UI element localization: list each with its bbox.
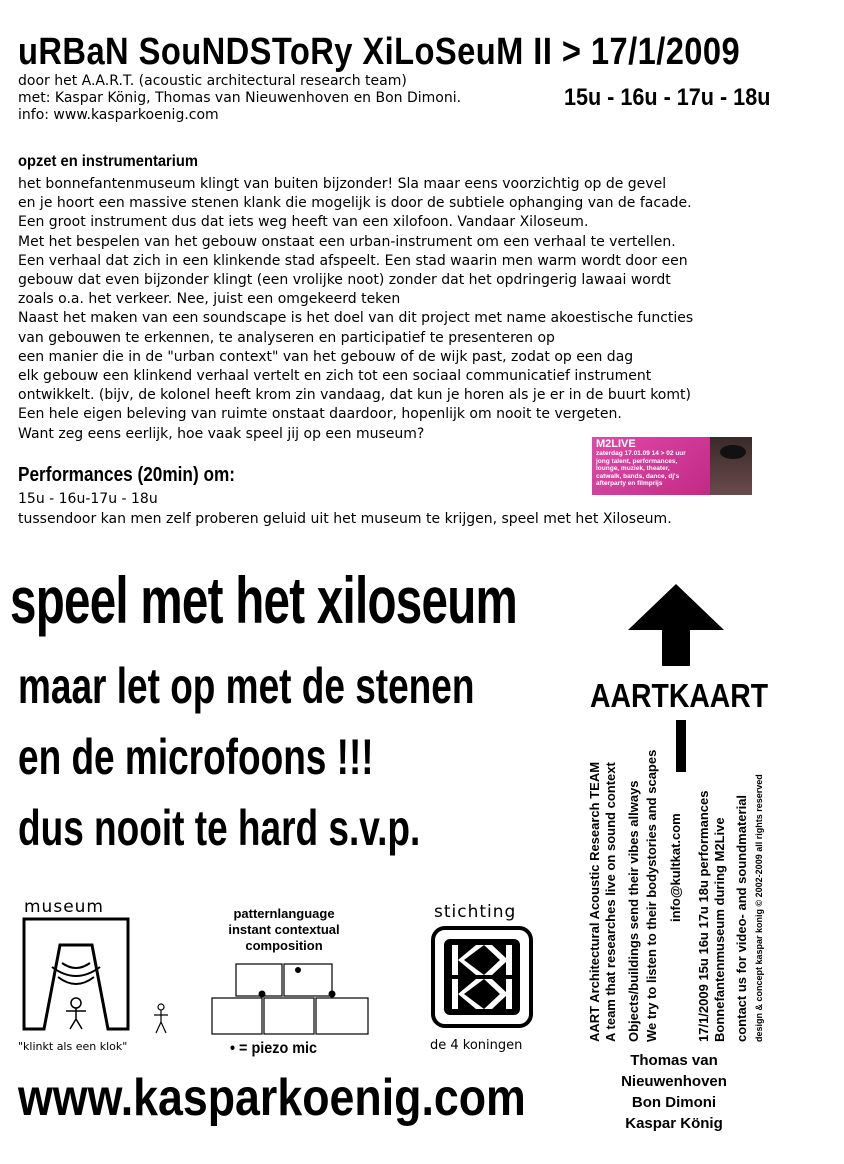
header-line: door het A.A.R.T. (acoustic architectural research team): [18, 73, 407, 89]
aartkaart-label: AARTKAART: [590, 677, 769, 714]
flyer-line: zaterdag 17.01.09 14 > 02 uur: [596, 450, 686, 457]
paragraph-line: Naast het maken van een soundscape is het doel van dit project met name akoestische functies: [18, 310, 694, 327]
credit-line: Thomas van: [630, 1052, 718, 1069]
paragraph-line: en je hoort een massive stenen klank die mogelijk is door de subtiele ophanging van de facade.: [18, 195, 692, 212]
credit-line: Bon Dimoni: [631, 1094, 717, 1111]
paragraph-line: elk gebouw een klinkend verhaal vertelt en zich tot een sociaal communicatief instrument: [18, 368, 652, 385]
website-link[interactable]: www.kasparkoenig.com: [18, 1069, 526, 1127]
person-icon: [152, 1003, 170, 1035]
header-times: 15u - 16u - 17u - 18u: [563, 84, 770, 111]
paragraph-line: Een hele eigen beleving van ruimte onstaat daardoor, hopenlijk om nooit te vergeten.: [18, 406, 622, 423]
flyer-brand: M2LIVE: [596, 438, 636, 450]
museum-caption: "klinkt als een klok": [18, 1040, 128, 1053]
flyer-line: lounge, muziek, theater,: [596, 465, 670, 472]
paragraph-line: van gebouwen te erkennen, te analyseren en participatief te presenteren op: [18, 329, 555, 346]
flyer-line: afterparty en filmprijs: [596, 480, 663, 487]
credit-line: Kaspar König: [625, 1115, 723, 1132]
aart-vertical-line: Objects/buildings send their vibes allways: [626, 780, 641, 1042]
sunglasses-icon: [720, 445, 746, 459]
pattern-language-title: [212, 906, 356, 954]
aart-vertical-line: AART Architectural Acoustic Research TEAM: [587, 761, 602, 1042]
paragraph-line: ontwikkelt. (bijv, de kolonel heeft krom zin vandaag, dat kun je horen als je er in de buurt komt): [18, 387, 691, 404]
section-heading-opzet: opzet en instrumentarium: [18, 153, 198, 170]
piezo-legend: • = piezo mic: [230, 1040, 318, 1057]
slogan-line: en de microfoons !!!: [18, 729, 374, 785]
slogan-big: speel met het xiloseum: [10, 563, 518, 637]
paragraph-line: Een verhaal dat zich in een klinkende stad afspeelt. Een stad waarin men warm wordt door een: [18, 252, 688, 269]
divider-bar: [676, 720, 686, 772]
header-line: info: www.kasparkoenig.com: [18, 107, 219, 123]
header-line: met: Kaspar König, Thomas van Nieuwenhoven en Bon Dimoni.: [18, 90, 462, 106]
paragraph-line: Een groot instrument dus dat iets weg heeft van een xilofoon. Vandaar Xiloseum.: [18, 214, 589, 231]
section-heading-performances: Performances (20min) om:: [18, 464, 235, 486]
vier-koningen-logo-icon: [430, 925, 534, 1029]
performance-times: 15u - 16u-17u - 18u: [18, 491, 158, 507]
flyer-line: jong talent, performances,: [596, 457, 678, 465]
stichting-label: stichting: [434, 902, 517, 922]
slogan-line: maar let op met de stenen: [18, 658, 475, 714]
paragraph-line: een manier die in de "urban context" van het gebouw of de wijk past, zodat op een dag: [18, 348, 634, 365]
credit-line: Nieuwenhoven: [621, 1073, 727, 1090]
paragraph-line: Met het bespelen van het gebouw onstaat een urban-instrument om een verhaal te vertellen.: [18, 233, 676, 250]
flyer-line: catwalk, bands, dance, dj's: [596, 472, 680, 480]
paragraph-line: gebouw dat even bijzonder klingt (een vrolijke noot) zonder dat het opdringerig lawaai wordt: [18, 272, 671, 289]
pattern-blocks-diagram: [210, 962, 372, 1036]
poster-title: uRBaN SouNDSToRy XiLoSeuM II > 17/1/2009: [18, 31, 741, 73]
pattern-sub: instant contextual: [228, 922, 340, 937]
paragraph-line: het bonnefantenmuseum klingt van buiten bijzonder! Sla maar eens voorzichtig op de gevel: [18, 176, 667, 192]
slogan-line: dus nooit te hard s.v.p.: [18, 800, 421, 856]
koningen-label: de 4 koningen: [430, 1038, 523, 1053]
credits-names: [594, 1050, 754, 1134]
pattern-title: patternlanguage: [233, 906, 335, 921]
aart-vertical-line: We try to listen to their bodystories and scapes: [644, 749, 659, 1042]
paragraph-line: zoals o.a. het verkeer. Nee, juist een omgekeerd teken: [18, 291, 401, 308]
aart-email: info@kultkat.com: [668, 813, 683, 922]
m2live-flyer-image: [592, 437, 752, 495]
aart-vertical-line: A team that researches live on sound context: [603, 762, 618, 1042]
header-credits: [18, 73, 461, 124]
aart-copyright: design & concept kaspar konig © 2002-2009 all rights reserved: [754, 774, 764, 1042]
museum-label: museum: [24, 897, 104, 917]
performance-note: tussendoor kan men zelf proberen geluid uit het museum te krijgen, speel met het Xiloseum.: [18, 511, 672, 527]
museum-bell-icon: [20, 915, 132, 1031]
paragraph-line: Want zeg eens eerlijk, hoe vaak speel jij op een museum?: [18, 425, 425, 442]
aart-vertical-line: Bonnefantenmuseum during M2Live: [712, 817, 727, 1042]
aart-vertical-line: 17/1/2009 15u 16u 17u 18u performances: [696, 790, 711, 1042]
up-arrow-icon: [626, 582, 726, 668]
pattern-sub: composition: [245, 938, 323, 953]
aart-vertical-line: contact us for video- and soundmaterial: [734, 794, 749, 1042]
intro-paragraph: [18, 175, 693, 444]
